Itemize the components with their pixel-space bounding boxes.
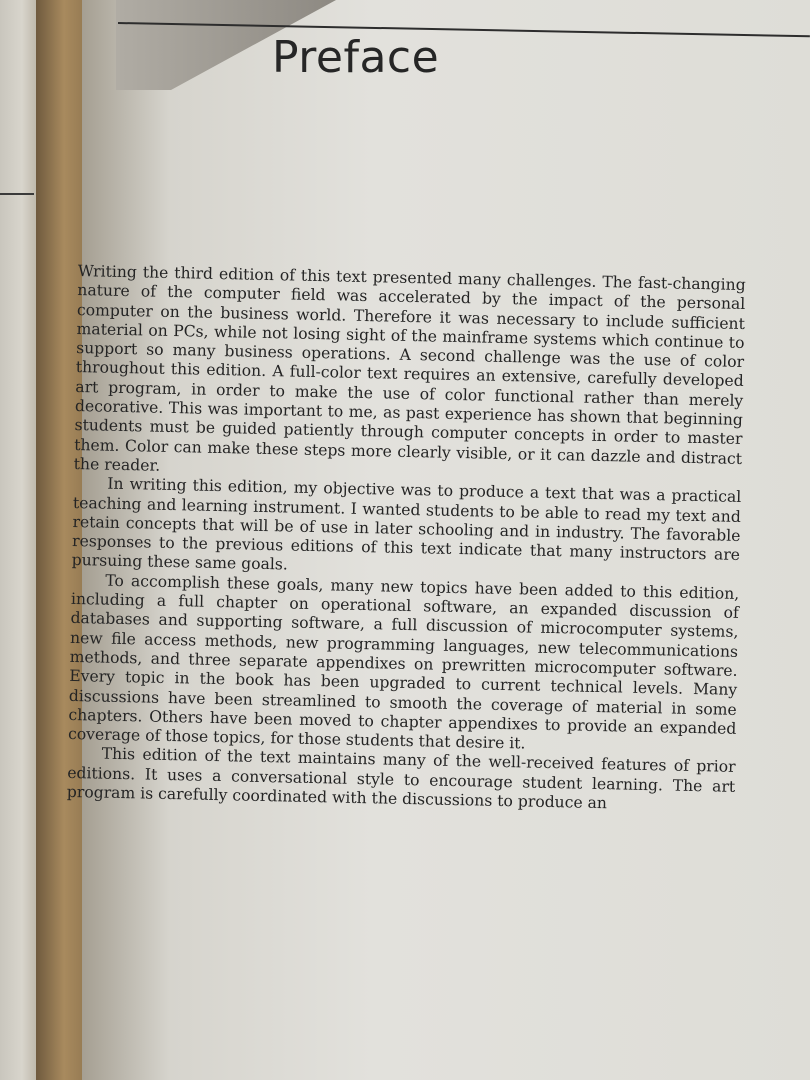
facing-page-rule [0, 193, 34, 195]
page-title: Preface [272, 32, 440, 83]
facing-page-edge [0, 0, 40, 1080]
paragraph-2: In writing this edition, my objective was to produce a text that was a practical teaching and learning instrument. I wanted students to be able to read my text and retain concepts that will be of use in later schooling and in industry. The favorable responses to the previous editions of this text indicate that many instructors are pursuing these same goals. [71, 474, 742, 574]
preface-body [67, 262, 746, 816]
paragraph-3: To accomplish these goals, many new topics have been added to this edition, including a full chapter on operational software, an expanded discussion of databases and supporting software, a full discussion of microcomputer systems, new file access methods, new programming languages, new telecommunications methods, and three separate appendixes on prewritten microcomputer software. Every topic in the book has been upgraded to current technical levels. Many discussions have been streamlined to smooth the coverage of material in some chapters. Others have been moved to chapter appendixes to provide an expanded coverage of those topics, for those students that desire it. [67, 571, 740, 753]
paragraph-1: Writing the third edition of this text presented many challenges. The fast-changing nature of the computer field was accelerated by the impact of the personal computer on the business world. Therefore it was necessary to include sufficient material on PCs, while not losing sight of the mainframe systems which continue to support so many business operations. A second challenge was the use of color throughout this edition. A full-color text requires an extensive, carefully developed art program, in order to make the use of color functional rather than merely decorative. This was important to me, as past experience has shown that beginning students must be guided patiently through computer concepts in order to master them. Color can make these steps more clearly visible, or it can dazzle and distract the reader. [73, 262, 746, 475]
paragraph-4: This edition of the text maintains many of the well-received features of prior editions. It uses a conversational style to encourage student learning. The art program is carefully coordinated with the discussions to produce an [66, 745, 736, 813]
